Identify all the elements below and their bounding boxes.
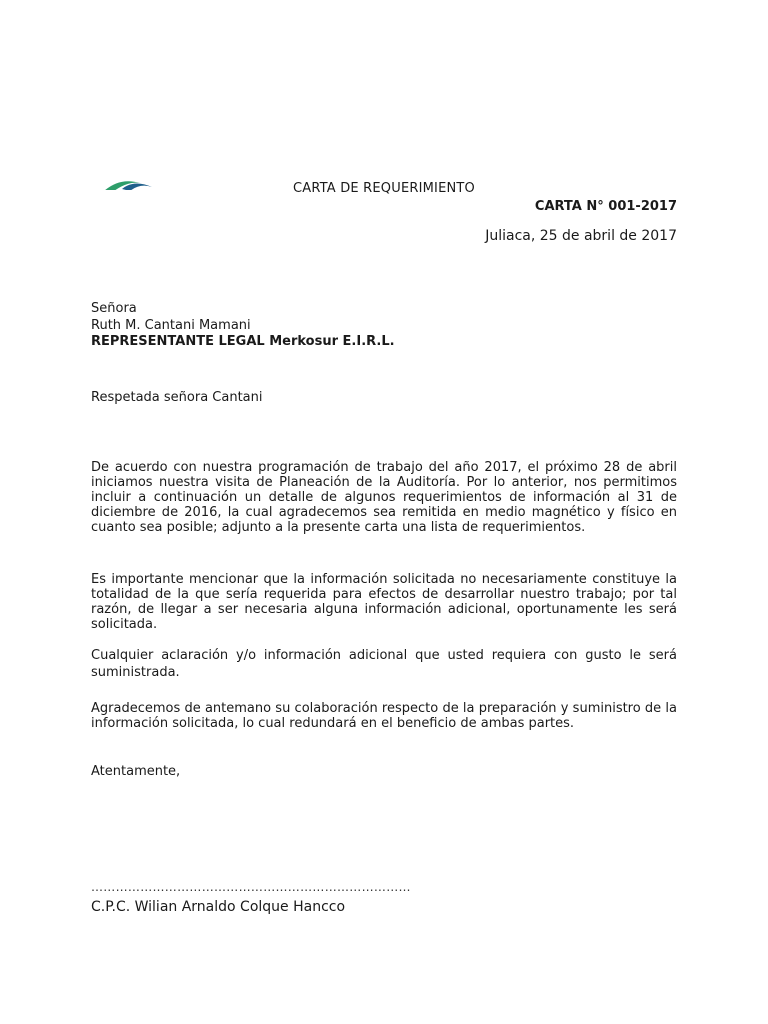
letter-title: CARTA DE REQUERIMIENTO bbox=[292, 181, 475, 196]
letter-date: Juliaca, 25 de abril de 2017 bbox=[485, 228, 677, 244]
closing: Atentamente, bbox=[91, 764, 181, 779]
recipient-block bbox=[91, 301, 395, 351]
recipient-salutation: Señora bbox=[91, 301, 137, 316]
recipient-name: Ruth M. Cantani Mamani bbox=[91, 317, 251, 333]
letter-number: CARTA N° 001-2017 bbox=[534, 199, 677, 214]
signer-name: C.P.C. Wilian Arnaldo Colque Hancco bbox=[91, 899, 346, 915]
paragraph-2: Es importante mencionar que la información solicitada no necesariamente constituye la totalidad de la que sería requerida para efectos de desarrollar nuestro trabajo; por tal razón, de llegar a ser necesaria alguna información adicional, oportunamente les será solicitada. bbox=[91, 572, 677, 632]
paragraph-3: Cualquier aclaración y/o información adicional que usted requiera con gusto le será suministrada. bbox=[91, 648, 677, 680]
recipient-role: REPRESENTANTE LEGAL Merkosur E.I.R.L. bbox=[91, 334, 395, 349]
greeting: Respetada señora Cantani bbox=[91, 390, 263, 405]
signature-line: …………………………………………………………………… bbox=[91, 880, 411, 894]
paragraph-4: Agradecemos de antemano su colaboración respecto de la preparación y suministro de la información solicitada, lo cual redundará en el beneficio de ambas partes. bbox=[91, 701, 677, 731]
paragraph-1: De acuerdo con nuestra programación de trabajo del año 2017, el próximo 28 de abril iniciamos nuestra visita de Planeación de la Auditoría. Por lo anterior, nos permitimos incluir a continuación un detalle de algunos requerimientos de información al 31 de diciembre de 2016, la cual agradecemos sea remitida en medio magnético y físico en cuanto sea posible; adjunto a la presente carta una lista de requerimientos. bbox=[91, 460, 677, 535]
